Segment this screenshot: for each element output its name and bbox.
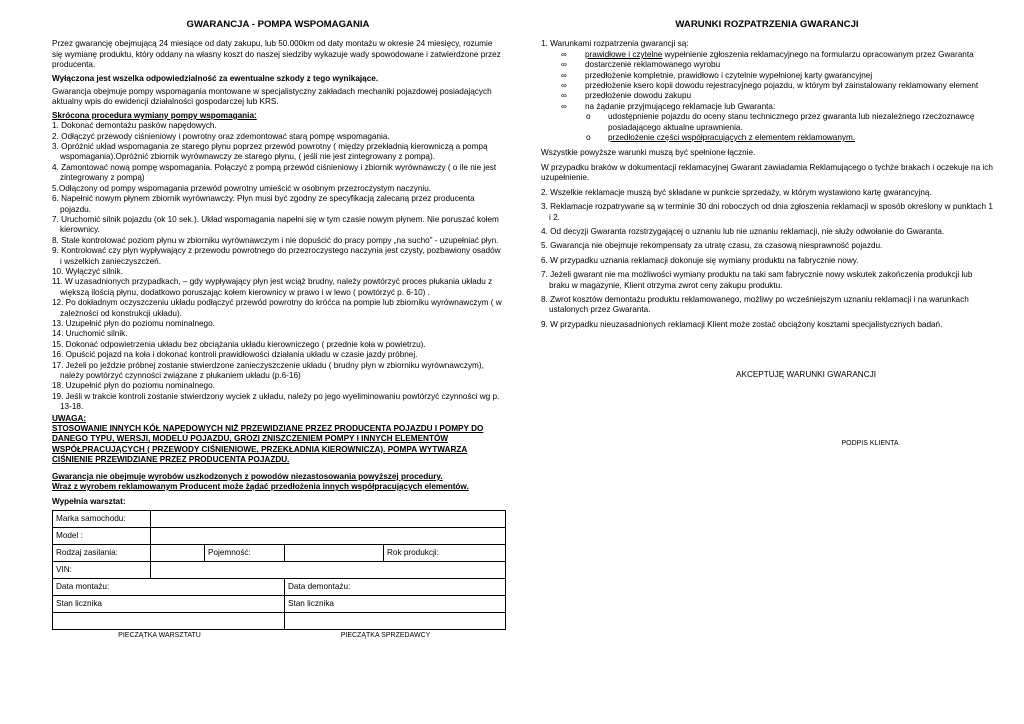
mount-date-label: Data montażu:	[56, 581, 110, 591]
procedure-step: 8. Stale kontrolować poziom płynu w zbiorniku wyrównawczym i nie dopuścić do pracy pompy „na sucho” - uzupełniać płyn.	[52, 235, 499, 245]
condition-text: dostarczenie reklamowanego wyrobu	[585, 60, 721, 70]
infinity-bullet-icon: ∞	[561, 101, 567, 111]
stamp-labels	[52, 631, 504, 641]
model-label: Model :	[53, 527, 151, 544]
condition-item	[561, 81, 993, 91]
condition-item	[561, 91, 993, 101]
condition-text: na żądanie przyjmującego reklamacje lub Gwaranta:	[585, 101, 776, 111]
workshop-form	[52, 510, 506, 630]
procedure-step: 16. Opuścić pojazd na koła i dokonać kontroli prawidłowości działania układu w czasie jazdy próbnej.	[52, 350, 418, 360]
condition-point: 8. Zwrot kosztów demontażu produktu reklamowanego, możliwy po wcześniejszym uznaniu reklamacji i na warunkach ustalonych przez Gwaranta.	[541, 294, 969, 315]
circle-bullet-icon: o	[586, 112, 591, 122]
condition-point: 4. Od decyzji Gwaranta rozstrzygającej o uznaniu lub nie uznaniu reklamacji, nie służy odwołanie do Gwaranta.	[541, 226, 945, 236]
infinity-bullet-icon: ∞	[561, 60, 567, 70]
procedure-step: 12. Po dokładnym oczyszczeniu układu podłączyć przewód powrotny do króćca na pompie lub zbiorniku wyrównawczym ( w zależności od konstrukcji układu).	[52, 298, 502, 318]
sub-condition-item	[586, 133, 993, 143]
procedure-step: 13. Uzupełnić płyn do poziomu nominalnego.	[52, 318, 215, 328]
vin-label: VIN:	[53, 561, 151, 578]
warranty-title: GWARANCJA - POMPA WSPOMAGANIA	[186, 19, 370, 30]
accept-conditions: AKCEPTUJĘ WARUNKI GWARANCJI	[736, 370, 876, 380]
infinity-bullet-icon: ∞	[561, 70, 567, 80]
infinity-bullet-icon: ∞	[561, 91, 567, 101]
condition-text: przedłożenie ksero kopii dowodu rejestracyjnego pojazdu, w którym był zainstalowany reklamowany element	[585, 81, 979, 91]
warranty-column	[52, 0, 504, 641]
year-label: Rok produkcji:	[384, 544, 506, 561]
procedure-step: 7. Uruchomić silnik pojazdu (ok 10 sek.). Układ wspomagania napełni się w tym czasie nowym płynem. Nie poruszać kołem kierownicy.	[52, 214, 499, 235]
condition-text: przedłożenie dowodu zakupu	[585, 91, 692, 101]
condition-point: 3. Reklamacje rozpatrywane są w terminie 30 dni roboczych od dnia zgłoszenia reklamacji w sposób określony w punktach 1 i 2.	[541, 202, 993, 222]
conditions-list	[541, 50, 993, 112]
warning-label: UWAGA:	[52, 413, 87, 423]
procedure-step: 17. Jeżeli po jeździe próbnej zostanie stwierdzone zanieczyszczenie układu ( brudny płyn w zbiorniku wyrównawczym), należy powtórzyć czynności związane z płukaniem układu (p.6-16)	[52, 360, 484, 380]
conditions-column	[541, 0, 993, 449]
condition-text: przedłożenie kompletnie, prawidłowo i czytelnie wypełnionej karty gwarancyjnej	[585, 70, 873, 80]
conditions-intro: 1. Warunkami rozpatrzenia gwarancji są:	[541, 39, 689, 49]
condition-point: 7. Jeżeli gwarant nie ma możliwości wymiany produktu na taki sam fabrycznie nowy wskutek zakończenia produkcji lub braku w magazynie, Klient otrzyma zwrot ceny zakupu produktu.	[541, 270, 973, 290]
procedure-steps	[52, 121, 504, 412]
infinity-bullet-icon: ∞	[561, 49, 567, 59]
liability-exclusion: Wyłączona jest wszelka odpowiedzialność za ewentualne szkody z tego wynikające.	[52, 73, 379, 83]
capacity-label: Pojemność:	[205, 544, 285, 561]
all-conditions-note: Wszystkie powyższe warunki muszą być spełnione łącznie.	[541, 148, 756, 158]
sub-condition-text: udostępnienie pojazdu do oceny stanu technicznego przez gwaranta lub niezależnego rzeczoznawcę posiadającego aktualne uprawnienia.	[608, 112, 975, 132]
procedure-step: 10. Wyłączyć silnik.	[52, 266, 123, 276]
model-field[interactable]	[151, 527, 506, 544]
procedure-step: 15. Dokonać odpowietrzenia układu bez obciążania układu kierowniczego ( przednie koła w powietrzu).	[52, 339, 426, 349]
form-heading: Wypełnia warsztat:	[52, 497, 126, 507]
procedure-note: Gwarancja nie obejmuje wyrobów uszkodzonych z powodów niezastosowania powyższej procedury.	[52, 471, 443, 481]
procedure-step: 5.Odłączony od pompy wspomagania przewód powrotny umieścić w osobnym przezroczystym naczyniu.	[52, 183, 432, 193]
condition-point: 5. Gwarancja nie obejmuje rekompensaty za utratę czasu, za czasową niesprawność pojazdu.	[541, 241, 883, 251]
vin-field[interactable]	[151, 561, 506, 578]
circle-bullet-icon: o	[586, 133, 591, 143]
odometer-mount-cell[interactable]	[53, 595, 285, 612]
condition-item	[561, 60, 993, 70]
procedure-step: 18. Uzupełnić płyn do poziomu nominalnego.	[52, 381, 215, 391]
sub-conditions-list	[541, 112, 993, 143]
infinity-bullet-icon: ∞	[561, 81, 567, 91]
condition-underlined: prawidłowe i czytelne	[585, 49, 663, 59]
condition-item	[561, 71, 993, 81]
make-label: Marka samochodu:	[53, 510, 151, 527]
odometer-dismount-label: Stan licznika	[288, 598, 334, 608]
warranty-intro: Przez gwarancję obejmującą 24 miesiące od daty zakupu, lub 50.000km od daty montażu w okresie 24 miesięcy, rozumie się wymianę produktu, który oddany na własny koszt do naszej siedziby wykazuje wady spowodowane i zatwierdzone przez producenta.	[52, 39, 501, 70]
seller-stamp-box[interactable]	[285, 612, 506, 629]
procedure-heading: Skrócona procedura wymiany pompy wspomagania:	[52, 110, 257, 120]
procedure-step: 2. Odłączyć przewody ciśnieniowy i powrotny oraz zdemontować starą pompę wspomagania.	[52, 131, 390, 141]
condition-text: wypełnienie zgłoszenia reklamacyjnego na formularzu opracowanym przez Gwaranta	[662, 49, 974, 59]
seller-stamp-label: PIECZĄTKA SPRZEDAWCY	[340, 631, 431, 639]
procedure-step: 3. Opróżnić układ wspomagania ze starego płynu poprzez przewód powrotny ( między przekładnią kierowniczą a pompą wspomagania).Opróżnić zbiornik wyrównawczy ze starego płynu, ( jeśli nie jest zintegrowany z pompą).	[52, 142, 488, 162]
condition-point: 2. Wszelkie reklamacje muszą być składane w punkcie sprzedaży, w którym wystawiono kartę gwarancyjną.	[541, 187, 932, 197]
condition-item	[561, 50, 993, 60]
workshop-stamp-label: PIECZĄTKA WARSZTATU	[118, 631, 201, 639]
client-signature-label: PODPIS KLIENTA	[841, 439, 899, 447]
fuel-label: Rodzaj zasilania:	[53, 544, 151, 561]
procedure-step: 11. W uzasadnionych przypadkach, – gdy wypływający płyn jest wciąż brudny, należy powtórzyć proces płukania układu z większą ilością płynu, dodatkowo poruszając kołem kierownicy w prawo i w lewo ( powtórzyć p. 6-10) .	[52, 277, 493, 297]
mechanics-clause: Gwarancja obejmuje pompy wspomagania montowane w specjalistyczny zakładach mechaniki pojazdowej posiadających aktualny wpis do ewidencji działalności gospodarczej lub KRS.	[52, 87, 492, 107]
procedure-step: 4. Zamontować nową pompę wspomagania. Połączyć z pompą przewód ciśnieniowy i zbiornik wyrównawczy ( o ile nie jest zintegrowany z pompą)	[52, 162, 497, 183]
procedure-step: 19. Jeśli w trakcie kontroli zostanie stwierdzony wyciek z układu, należy po jego wyeliminowaniu powtórzyć czynności wg p. 13-18.	[52, 391, 500, 412]
condition-point: 9. W przypadku nieuzasadnionych reklamacji Klient może zostać obciążony kosztami specjalistycznych badań.	[541, 319, 943, 329]
make-field[interactable]	[151, 510, 506, 527]
odometer-mount-label: Stan licznika	[56, 598, 102, 608]
workshop-stamp-box[interactable]	[53, 612, 285, 629]
procedure-step: 6. Napełnić nowym płynem zbiornik wyrównawczy. Płyn musi być zgodny ze specyfikacją zalecaną przez producenta pojazdu.	[52, 194, 475, 214]
sub-condition-item	[586, 112, 993, 133]
procedure-step: 14. Uruchomić silnik.	[52, 329, 128, 339]
defects-note: W przypadku braków w dokumentacji reklamacyjnej Gwarant zawiadamia Reklamującego o tychże brakach i oczekuje na ich uzupełnienie.	[541, 162, 993, 183]
condition-item	[561, 102, 993, 112]
fuel-field[interactable]	[151, 544, 205, 561]
dismount-date-label: Data demontażu:	[288, 581, 351, 591]
procedure-step: 1. Dokonać demontażu pasków napędowych.	[52, 121, 217, 131]
capacity-field[interactable]	[285, 544, 384, 561]
warning-text: STOSOWANIE INNYCH KÓŁ NAPĘDOWYCH NIŻ PRZEWIDZIANE PRZEZ PRODUCENTA POJAZDU I POMPY DO DANEGO TYPU, WERSJI, MODELU POJAZDU, GROZI ZNISZCZENIEM POMPY I INNYCH ELEMENTÓW WSPÓŁPRACUJĄCYCH ( PRZEWODY CIŚNIENIOWE, PRZEKŁADNIA KIEROWNICZA). POMPA WYTWARZA CIŚNIENIE PRZEWIDZIANE PRZEZ PRODUCENTA POJAZDU.	[52, 424, 484, 465]
mount-date-cell[interactable]	[53, 578, 285, 595]
sub-condition-text: przedłożenie części współpracujących z elementem reklamowanym.	[608, 133, 856, 143]
elements-note: Wraz z wyrobem reklamowanym Producent może żądać przedłożenia innych współpracujących elementów.	[52, 482, 469, 492]
odometer-dismount-cell[interactable]	[285, 595, 506, 612]
procedure-step: 9. Kontrolować czy płyn wypływający z przewodu powrotnego do przezroczystego naczynia jest czysty, pozbawiony osadów i wszelkich zanieczyszczeń.	[52, 246, 501, 266]
conditions-title: WARUNKI ROZPATRZENIA GWARANCJI	[675, 19, 859, 30]
dismount-date-cell[interactable]	[285, 578, 506, 595]
condition-point: 6. W przypadku uznania reklamacji dokonuje się wymiany produktu na fabrycznie nowy.	[541, 255, 859, 265]
